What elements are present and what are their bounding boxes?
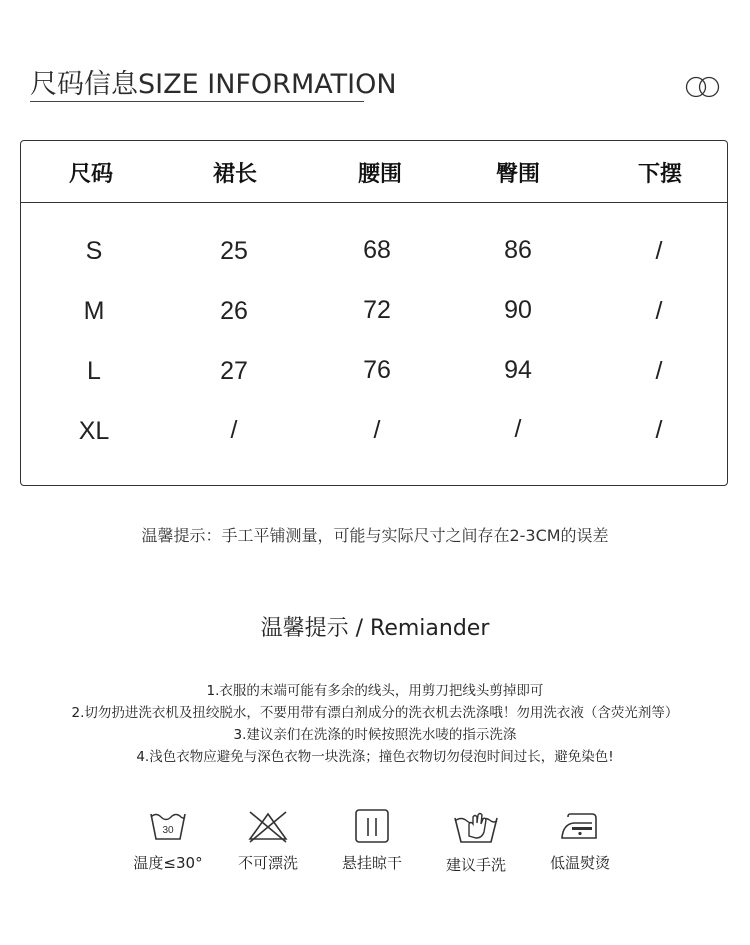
table-cell: 86: [504, 236, 532, 264]
wash-temp-badge: 30: [162, 825, 174, 836]
no-bleach-icon: [246, 808, 290, 844]
column-header-waist: 腰围: [357, 162, 402, 187]
size-table: [20, 140, 728, 486]
care-item-no-bleach: [213, 808, 323, 873]
table-cell: 25: [220, 237, 248, 265]
table-cell: 68: [363, 236, 391, 264]
care-label-wash-temp: 温度≤30°: [133, 854, 203, 872]
care-item-hand-wash: [421, 808, 531, 875]
care-item-wash-temp: [113, 808, 223, 873]
wash-30-icon: [148, 808, 188, 844]
table-cell: /: [655, 357, 663, 385]
hand-wash-icon: [452, 808, 500, 846]
table-cell: L: [87, 357, 101, 385]
care-label-low-iron: 低温熨烫: [549, 854, 610, 872]
care-item-low-iron: [525, 808, 635, 873]
care-label-hang-dry: 悬挂晾干: [341, 854, 402, 872]
table-cell: 90: [504, 296, 532, 324]
rings-icon: [683, 76, 723, 98]
column-header-size: 尺码: [68, 162, 113, 187]
column-header-hip: 臀围: [495, 162, 540, 187]
hang-dry-icon: [352, 808, 392, 844]
table-cell: 72: [363, 296, 391, 324]
care-tip: 4.浅色衣物应避免与深色衣物一块洗涤；撞色衣物切勿侵泡时间过长，避免染色!: [136, 749, 614, 765]
column-header-skirt-length: 裙长: [212, 162, 257, 187]
care-tip: 2.切勿扔进洗衣机及扭绞脱水，不要用带有漂白剂成分的洗衣机去洗涤哦！勿用洗衣液（含荧光剂等）: [71, 705, 679, 721]
table-cell: /: [655, 237, 663, 265]
table-cell: 76: [363, 356, 391, 384]
care-tip: 1.衣服的末端可能有多余的线头，用剪刀把线头剪掉即可: [206, 683, 544, 699]
table-cell: 27: [220, 357, 248, 385]
measurement-note: 温馨提示：手工平铺测量，可能与实际尺寸之间存在2-3CM的误差: [141, 526, 609, 545]
care-tips-list: [0, 680, 750, 768]
care-tip: 3.建议亲们在洗涤的时候按照洗水唛的指示洗涤: [233, 727, 517, 743]
care-section-title: 温馨提示 / Remiander: [260, 616, 490, 641]
table-cell: /: [514, 415, 522, 443]
column-header-hem: 下摆: [637, 162, 682, 187]
low-iron-icon: [558, 808, 602, 844]
table-cell: XL: [78, 417, 110, 445]
table-cell: M: [83, 297, 105, 325]
page-title: 尺码信息SIZE INFORMATION: [30, 69, 397, 100]
table-cell: S: [85, 237, 103, 265]
care-label-no-bleach: 不可漂洗: [237, 854, 298, 872]
table-cell: /: [230, 416, 238, 444]
care-label-hand-wash: 建议手洗: [445, 856, 506, 874]
table-header-divider: [21, 202, 727, 203]
table-cell: 94: [504, 356, 532, 384]
table-cell: /: [655, 416, 663, 444]
table-cell: /: [655, 297, 663, 325]
care-item-hang-dry: [317, 808, 427, 873]
table-cell: /: [373, 416, 381, 444]
title-underline: [30, 101, 364, 102]
table-cell: 26: [220, 297, 248, 325]
